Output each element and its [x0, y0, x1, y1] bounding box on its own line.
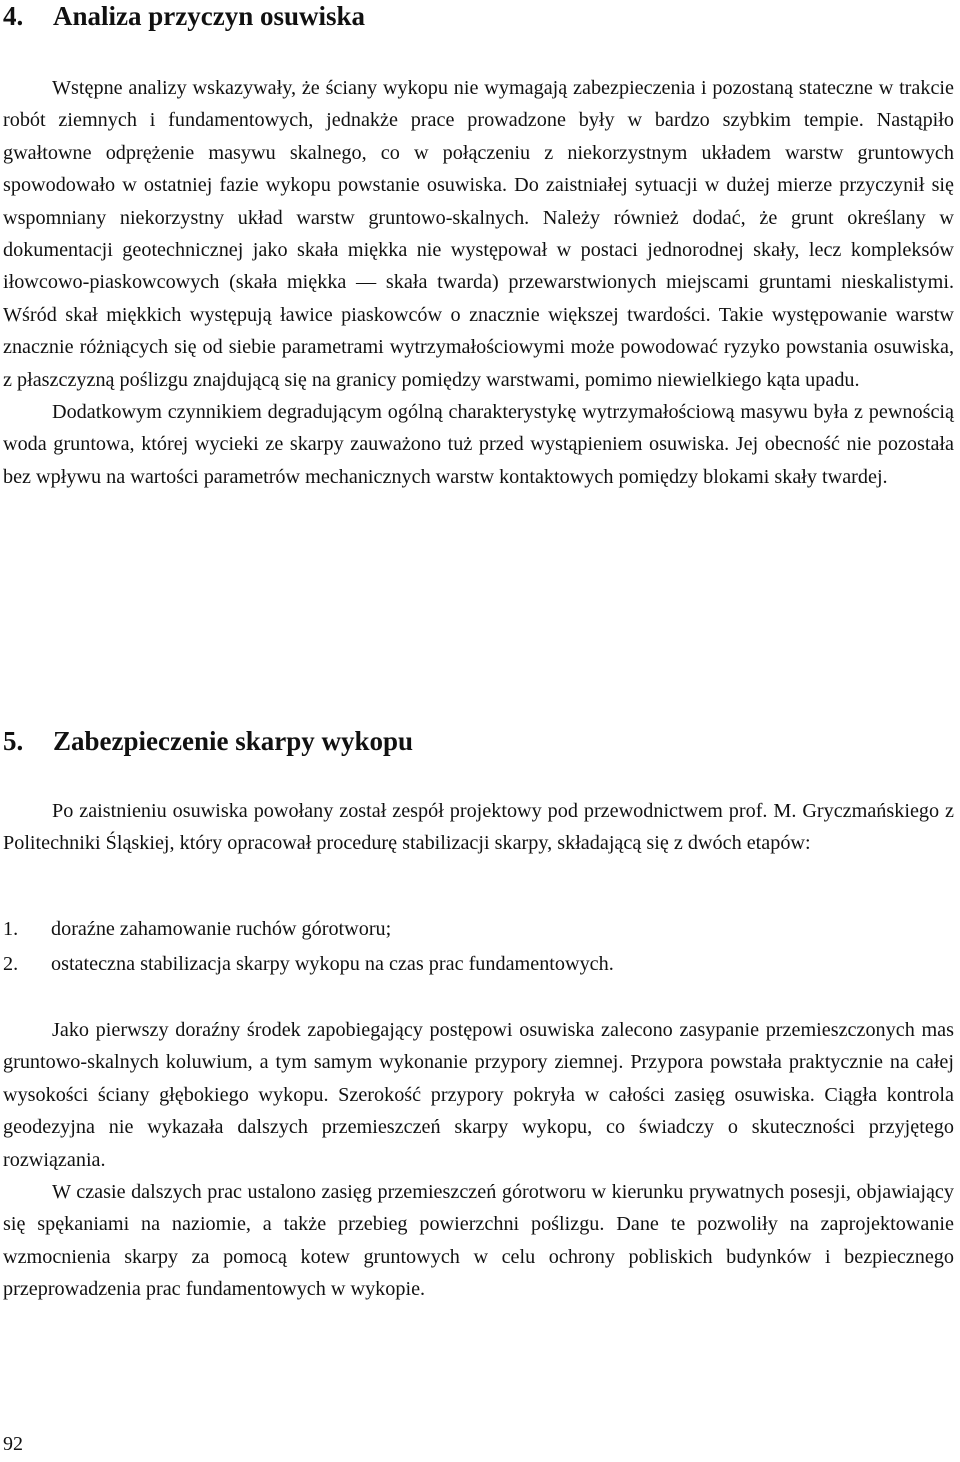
section-number: 5.	[3, 726, 24, 756]
section-heading-4	[3, 0, 365, 32]
section-5-intro	[3, 795, 954, 860]
list-item-number: 1.	[3, 918, 19, 940]
section-number: 4.	[3, 1, 24, 31]
list-item-text: ostateczna stabilizacja skarpy wykopu na czas prac fundamentowych.	[51, 953, 614, 975]
procedure-steps-list	[3, 912, 954, 982]
list-item	[3, 947, 954, 982]
paragraph: Po zaistnieniu osuwiska powołany został zespół projektowy pod przewodnictwem prof. M. Gryczmańskiego z Politechniki Śląskiej, który opracował procedurę stabilizacji skarpy, składającą się z dwóch etapów:	[3, 800, 954, 855]
list-item-number: 2.	[3, 953, 19, 975]
section-title: Analiza przyczyn osuwiska	[53, 1, 366, 31]
list-item	[3, 912, 954, 947]
section-title: Zabezpieczenie skarpy wykopu	[53, 726, 414, 756]
list-item-text: doraźne zahamowanie ruchów górotworu;	[51, 918, 392, 940]
paragraph: Dodatkowym czynnikiem degradującym ogólną charakterystykę wytrzymałościową masywu była z pewnością woda gruntowa, której wycieki ze skarpy zauważono tuż przed wystąpieniem osuwiska. Jej obecność nie pozostała bez wpływu na wartości parametrów mechanicznych warstw kontaktowych pomiędzy blokami skały twardej.	[3, 401, 954, 488]
section-5-body	[3, 1014, 954, 1306]
section-4-body	[3, 72, 954, 493]
page-number: 92	[3, 1433, 23, 1455]
section-heading-5	[3, 725, 413, 757]
paragraph: W czasie dalszych prac ustalono zasięg przemieszczeń górotworu w kierunku prywatnych posesji, objawiający się spękaniami na naziomie, a także przebieg powierzchni poślizgu. Dane te pozwoliły na zaprojektowanie wzmocnienia skarpy za pomocą kotew gruntowych w celu ochrony pobliskich budynków i bezpiecznego przeprowadzenia prac fundamentowych w wykopie.	[3, 1181, 954, 1301]
paragraph: Wstępne analizy wskazywały, że ściany wykopu nie wymagają zabezpieczenia i pozostaną stateczne w trakcie robót ziemnych i fundamentowych, jednakże prace prowadzone były w bardzo szybkim tempie. Nastąpiło gwałtowne odprężenie masywu skalnego, co w połączeniu z niekorzystnym układem warstw gruntowych spowodowało w ostatniej fazie wykopu powstanie osuwiska. Do zaistniałej sytuacji w dużej mierze przyczynił się wspomniany niekorzystny układ warstw gruntowo-skalnych. Należy również dodać, że grunt określany w dokumentacji geotechnicznej jako skała miękka nie występował w postaci jednorodnej skały, lecz kompleksów iłowcowo-piaskowcowych (skała miękka — skała twarda) przewarstwionych miejscami gruntami nieskalistymi. Wśród skał miękkich występują ławice piaskowców o znacznie większej twardości. Takie występowanie warstw znacznie różniących się od siebie parametrami wytrzymałościowymi może powodować ryzyko powstania osuwiska, z płaszczyzną poślizgu znajdującą się na granicy pomiędzy warstwami, pomimo niewielkiego kąta upadu.	[3, 77, 954, 391]
paragraph: Jako pierwszy doraźny środek zapobiegający postępowi osuwiska zalecono zasypanie przemieszczonych mas gruntowo-skalnych koluwium, a tym samym wykonanie przypory ziemnej. Przypora powstała praktycznie na całej wysokości ściany głębokiego wykopu. Szerokość przypory pokryła w całości zasięg osuwiska. Ciągła kontrola geodezyjna nie wykazała dalszych przemieszczeń skarpy wykopu, co świadczy o skuteczności przyjętego rozwiązania.	[3, 1019, 954, 1171]
